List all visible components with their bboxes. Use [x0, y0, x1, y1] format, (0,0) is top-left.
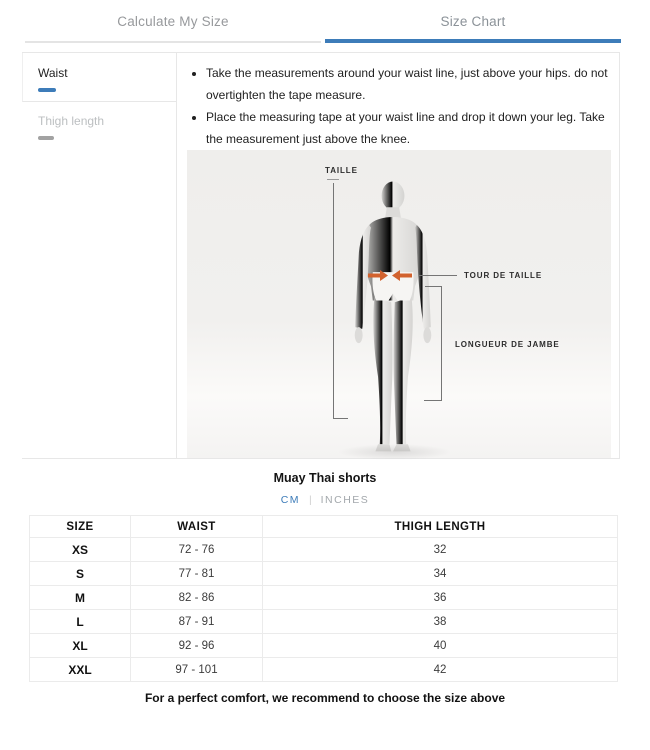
active-indicator-bar [38, 88, 56, 92]
table-row [30, 586, 618, 610]
tab-calculate-my-size[interactable]: Calculate My Size [25, 14, 321, 43]
sidebar-item-label: Thigh length [38, 114, 105, 128]
thigh-length-cell: 36 [263, 586, 618, 610]
waist-column-header: WAIST [131, 516, 263, 538]
waist-arrows-icon [368, 269, 412, 282]
size-cell: XS [30, 538, 131, 562]
instruction-item: • Place the measuring tape at your waist line and drop it down your leg. Take the measurement just above the knee. [206, 106, 613, 150]
waist-pointer-line [419, 275, 457, 276]
size-cell: L [30, 610, 131, 634]
size-cell: XXL [30, 658, 131, 682]
mannequin-figure [305, 178, 481, 462]
measurement-sidebar [22, 53, 177, 458]
height-measure-bottom-tick [334, 418, 348, 419]
table-row [30, 538, 618, 562]
thigh-length-cell: 34 [263, 562, 618, 586]
product-title: Muay Thai shorts [273, 471, 377, 485]
leg-bracket-bottom-tick [424, 400, 442, 401]
table-row [30, 658, 618, 682]
height-measure-line [333, 183, 334, 419]
mannequin-head [382, 182, 405, 210]
height-label-tick [327, 179, 339, 180]
thigh-length-cell: 32 [263, 538, 618, 562]
thigh-length-cell: 40 [263, 634, 618, 658]
waist-cell: 72 - 76 [131, 538, 263, 562]
thigh-length-cell: 42 [263, 658, 618, 682]
tab-size-chart[interactable]: Size Chart [325, 14, 621, 43]
instruction-list [177, 62, 619, 150]
size-cell: M [30, 586, 131, 610]
table-row [30, 634, 618, 658]
leg-bracket-top-tick [425, 286, 442, 287]
waist-cell: 77 - 81 [131, 562, 263, 586]
unit-toggle-cm[interactable]: CM [280, 494, 301, 506]
size-chart-panel [22, 52, 620, 459]
size-column-header: SIZE [30, 516, 131, 538]
size-cell: S [30, 562, 131, 586]
instruction-item: • Take the measurements around your waist line, just above your hips. do not overtighten the tape measure. [206, 62, 613, 106]
table-row [30, 610, 618, 634]
unit-toggle [0, 494, 650, 506]
inactive-indicator-bar [38, 136, 54, 140]
waist-cell: 97 - 101 [131, 658, 263, 682]
waist-cell: 82 - 86 [131, 586, 263, 610]
table-header-row [30, 516, 618, 538]
sidebar-item-label: Waist [38, 66, 68, 80]
height-label: TAILLE [325, 166, 358, 175]
waist-cell: 92 - 96 [131, 634, 263, 658]
size-cell: XL [30, 634, 131, 658]
comfort-note: For a perfect comfort, we recommend to choose the size above [144, 691, 506, 705]
measurement-diagram [187, 150, 611, 458]
mannequin-right-hand [423, 327, 431, 343]
table-row [30, 562, 618, 586]
tab-bar [25, 14, 621, 43]
sidebar-item-waist[interactable] [22, 53, 176, 102]
unit-separator: | [308, 494, 312, 506]
leg-bracket-line [441, 286, 442, 401]
mannequin-neck [385, 207, 401, 218]
leg-length-label: LONGUEUR DE JAMBE [455, 340, 560, 349]
size-table [29, 515, 618, 682]
waist-label: TOUR DE TAILLE [464, 271, 543, 280]
thigh-length-cell: 38 [263, 610, 618, 634]
floor-shadow [337, 444, 452, 460]
thigh-length-column-header: THIGH LENGTH [263, 516, 618, 538]
waist-cell: 87 - 91 [131, 610, 263, 634]
instructions-area [177, 53, 619, 458]
sidebar-item-thigh-length[interactable] [22, 102, 176, 149]
mannequin-left-leg [373, 297, 392, 444]
mannequin-right-leg [394, 297, 413, 444]
unit-toggle-inches[interactable]: INCHES [320, 494, 370, 506]
mannequin-left-hand [355, 327, 363, 343]
